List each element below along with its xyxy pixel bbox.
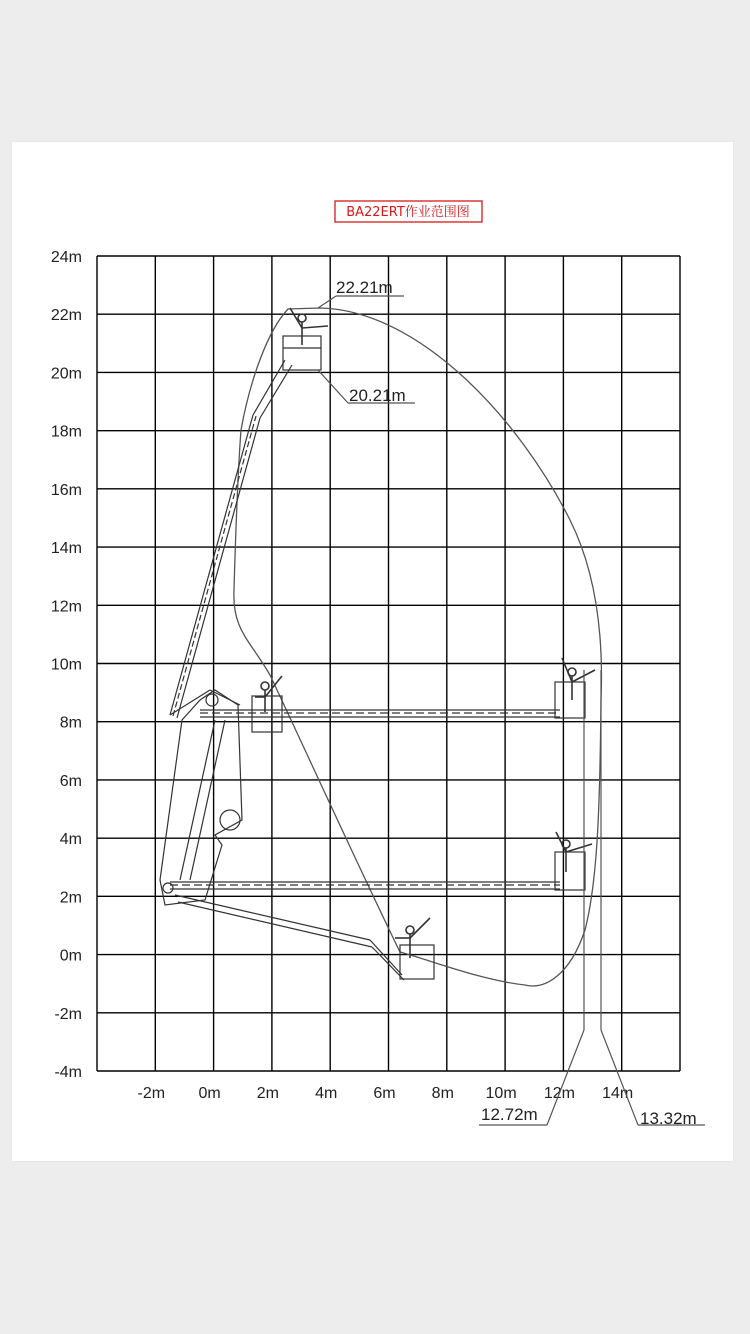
y-tick-label: 2m <box>59 889 82 907</box>
operator-figures <box>255 308 595 958</box>
y-tick-label: 16m <box>50 481 82 499</box>
y-tick-label: 6m <box>59 772 82 790</box>
diagram-title <box>335 201 482 222</box>
y-tick-label: -4m <box>54 1064 82 1081</box>
y-tick-label: 10m <box>50 656 82 674</box>
y-tick-label: 4m <box>59 831 82 849</box>
platform-height-label: 20.21m <box>349 386 406 405</box>
x-tick-label: 6m <box>373 1085 396 1102</box>
outer-envelope-curve <box>234 308 602 986</box>
machine-drawing <box>160 308 595 980</box>
x-tick-label: -2m <box>137 1085 166 1102</box>
y-tick-label: 8m <box>59 714 82 732</box>
x-tick-label: 8m <box>431 1085 454 1102</box>
y-tick-label: 0m <box>59 947 82 965</box>
working-envelope <box>234 308 602 986</box>
x-tick-label: 4m <box>315 1085 338 1102</box>
y-tick-label: 20m <box>50 365 82 383</box>
y-tick-label: 18m <box>50 423 82 441</box>
middle-boom <box>170 682 585 732</box>
dimension-annotations <box>336 278 697 1128</box>
y-axis-labels <box>51 249 82 1081</box>
y-tick-label: 14m <box>50 540 82 558</box>
y-tick-label: 22m <box>50 307 82 325</box>
x-tick-label: 14m <box>602 1085 634 1102</box>
x-tick-label: 0m <box>198 1085 221 1102</box>
x-tick-label: 2m <box>256 1085 280 1102</box>
x-tick-label: 10m <box>485 1085 517 1102</box>
x-tick-label: 12m <box>543 1085 575 1102</box>
title-text: BA22ERT作业范围图 <box>346 205 470 220</box>
y-tick-label: 12m <box>50 598 82 616</box>
outreach-13-label: 13.32m <box>640 1109 697 1128</box>
y-tick-label: 24m <box>50 249 82 266</box>
outreach-12-label: 12.72m <box>481 1105 538 1124</box>
lower-boom <box>170 852 585 890</box>
max-height-label: 22.21m <box>336 278 393 297</box>
top-boom <box>170 336 321 718</box>
y-tick-label: -2m <box>54 1005 82 1023</box>
